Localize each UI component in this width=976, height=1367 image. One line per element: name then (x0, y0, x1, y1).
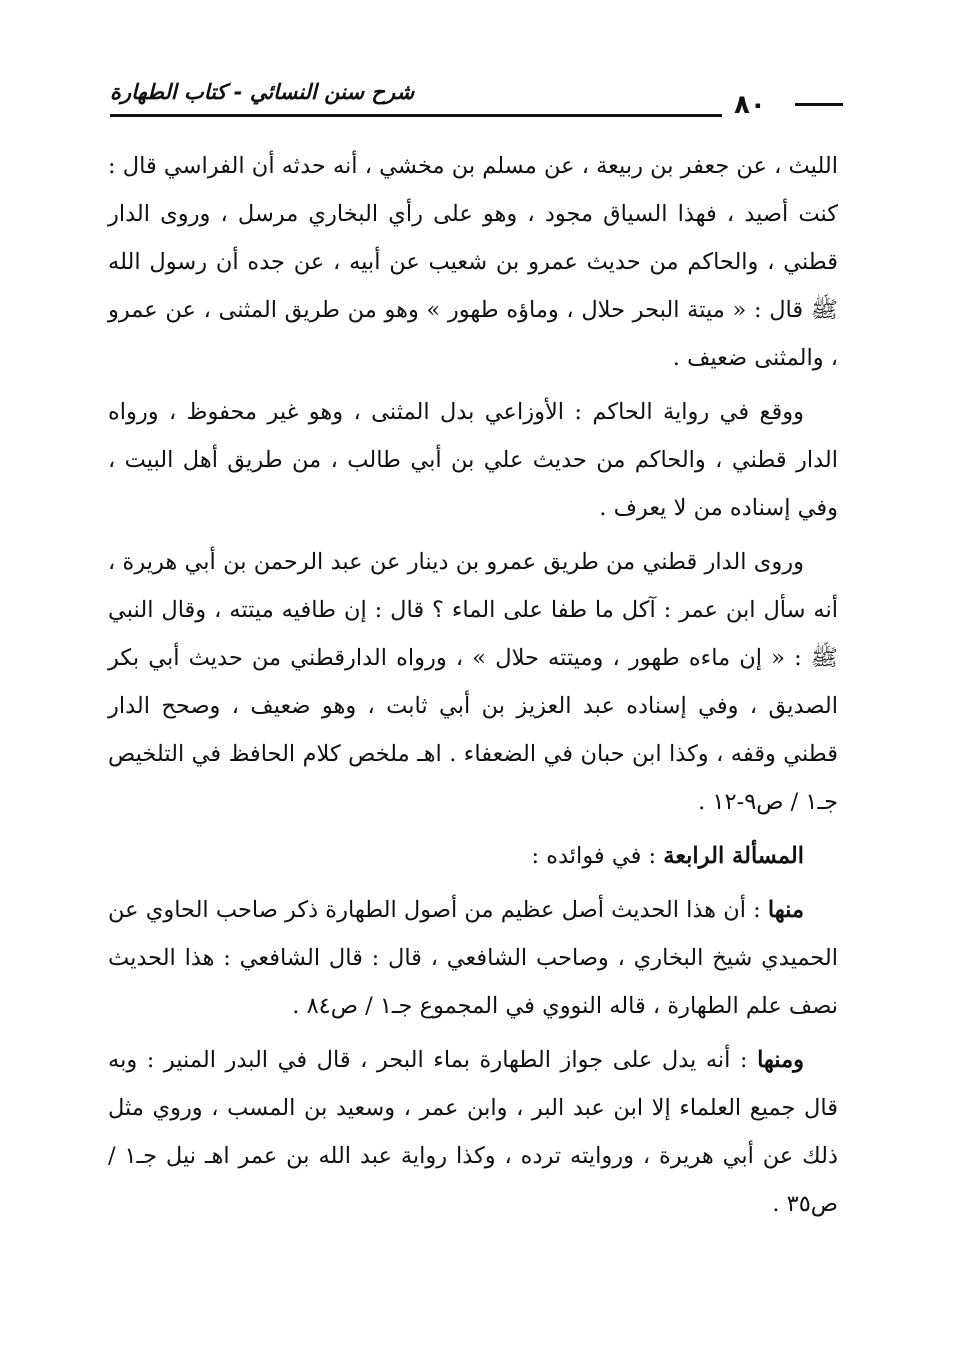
section-heading-text: : في فوائده : (531, 843, 664, 869)
paragraph-5-text: : أن هذا الحديث أصل عظيم من أصول الطهارة ذكر صاحب الحاوي عن الحميدي شيخ البخاري ، وصاحب الشافعي ، قال : قال الشافعي : هذا الحديث نصف علم الطهارة ، قاله النووي في المجموع جـ١ / ص٨٤ . (108, 897, 838, 1019)
paragraph-4 (108, 832, 838, 880)
paragraph-6-text: : أنه يدل على جواز الطهارة بماء البحر ، قال في البدر المنير : وبه قال جميع العلماء إلا ابن عبد البر ، وابن عمر ، وسعيد بن المسب ، وروي مثل ذلك عن أبي هريرة ، وروايته ترده ، وكذا رواية عبد الله بن عمر اهـ نيل جـ١ / ص٣٥ . (108, 1047, 838, 1217)
page-number-rule (795, 103, 843, 106)
paragraph-6-label: ومنها (757, 1047, 804, 1073)
page-number: ٨٠ (734, 90, 766, 120)
section-heading: المسألة الرابعة (663, 843, 804, 869)
main-text (108, 142, 838, 1234)
paragraph-2: ووقع في رواية الحاكم : الأوزاعي بدل المثنى ، وهو غير محفوظ ، ورواه الدار قطني ، والحاكم من حديث علي بن أبي طالب ، من طريق أهل البيت ، وفي إسناده من لا يعرف . (108, 399, 838, 521)
running-header (110, 78, 830, 118)
header-title: شرح سنن النسائي - كتاب الطهارة (110, 80, 415, 104)
paragraph-6 (108, 1036, 838, 1228)
paragraph-1: الليث ، عن جعفر بن ربيعة ، عن مسلم بن مخشي ، أنه حدثه أن الفراسي قال : كنت أصيد ، فهذا السياق مجود ، وهو على رأي البخاري مرسل ، وروى الدار قطني ، والحاكم من حديث عمرو بن شعيب عن أبيه ، عن جده أن رسول الله ﷺ قال : « ميتة البحر حلال ، وماؤه طهور » وهو من طريق المثنى ، عن عمرو ، والمثنى ضعيف . (108, 153, 838, 371)
header-rule (110, 114, 722, 117)
paragraph-5-label: منها (767, 897, 804, 923)
paragraph-5 (108, 886, 838, 1030)
paragraph-3: وروى الدار قطني من طريق عمرو بن دينار عن عبد الرحمن بن أبي هريرة ، أنه سأل ابن عمر : آكل ما طفا على الماء ؟ قال : إن طافيه ميتته ، وقال النبي ﷺ : « إن ماءه طهور ، وميتته حلال » ، ورواه الدارقطني من حديث أبي بكر الصديق ، وفي إسناده عبد العزيز بن أبي ثابت ، وهو ضعيف ، وصحح الدار قطني وقفه ، وكذا ابن حبان في الضعفاء . اهـ ملخص كلام الحافظ في التلخيص جـ١ / ص٩-١٢ . (108, 549, 838, 815)
